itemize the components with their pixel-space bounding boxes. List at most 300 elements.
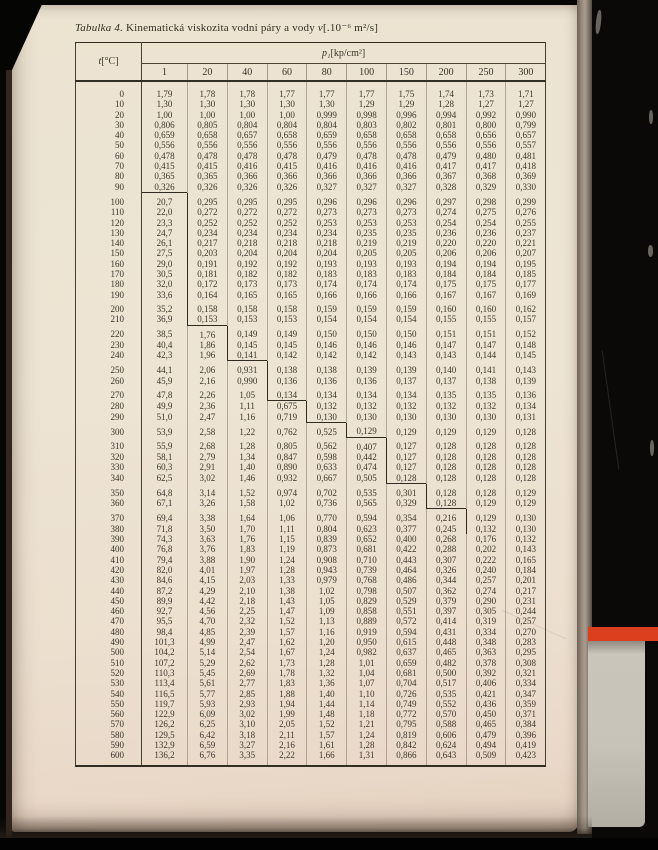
temperature-cell: 370 (76, 509, 142, 524)
viscosity-cell: 0,153 (227, 314, 267, 325)
viscosity-cell: 0,128 (466, 437, 506, 452)
viscosity-cell: 0,231 (506, 596, 546, 606)
viscosity-cell: 0,943 (307, 565, 347, 575)
book-spine-edge (6, 0, 12, 850)
viscosity-cell: 0,801 (426, 120, 466, 130)
viscosity-row (76, 81, 546, 99)
viscosity-row (76, 279, 546, 289)
viscosity-cell: 0,159 (347, 300, 387, 314)
viscosity-cell: 4,85 (188, 627, 228, 637)
viscosity-cell: 0,138 (267, 361, 307, 376)
pressure-col-header: 150 (386, 64, 426, 82)
viscosity-cell: 0,268 (426, 534, 466, 544)
viscosity-cell: 1,32 (307, 668, 347, 678)
viscosity-cell: 0,525 (307, 422, 347, 437)
viscosity-cell: 2,79 (188, 452, 228, 462)
viscosity-cell: 0,132 (386, 401, 426, 412)
viscosity-cell: 1,44 (307, 699, 347, 709)
viscosity-cell: 0,138 (307, 361, 347, 376)
viscosity-cell: 0,128 (426, 437, 466, 452)
viscosity-cell: 1,66 (307, 750, 347, 765)
viscosity-cell: 0,406 (466, 678, 506, 688)
viscosity-cell: 0,192 (267, 259, 307, 269)
viscosity-cell: 0,148 (506, 340, 546, 350)
viscosity-cell: 1,30 (188, 99, 228, 109)
viscosity-cell: 0,344 (426, 575, 466, 585)
temperature-cell: 360 (76, 498, 142, 509)
viscosity-cell: 0,804 (267, 120, 307, 130)
viscosity-cell: 0,193 (307, 259, 347, 269)
viscosity-cell: 0,770 (307, 509, 347, 524)
viscosity-cell: 1,77 (267, 81, 307, 99)
viscosity-cell: 0,174 (307, 279, 347, 289)
viscosity-cell: 0,415 (188, 161, 228, 171)
viscosity-cell: 0,658 (386, 130, 426, 140)
viscosity-cell: 87,2 (142, 586, 188, 596)
viscosity-cell: 0,299 (506, 192, 546, 207)
viscosity-cell: 0,572 (386, 616, 426, 626)
viscosity-cell: 0,253 (347, 218, 387, 228)
viscosity-cell: 82,0 (142, 565, 188, 575)
viscosity-cell: 116,5 (142, 689, 188, 699)
viscosity-cell: 0,348 (466, 637, 506, 647)
viscosity-cell: 0,308 (506, 658, 546, 668)
viscosity-cell: 1,28 (227, 437, 267, 452)
viscosity-cell: 0,384 (506, 719, 546, 729)
viscosity-cell: 0,136 (506, 386, 546, 401)
viscosity-cell: 0,366 (307, 171, 347, 181)
viscosity-cell: 1,74 (426, 81, 466, 99)
viscosity-cell: 33,6 (142, 290, 188, 300)
viscosity-cell: 0,804 (307, 120, 347, 130)
viscosity-cell: 0,366 (386, 171, 426, 181)
viscosity-cell: 0,570 (426, 709, 466, 719)
viscosity-cell: 0,137 (426, 376, 466, 386)
viscosity-cell: 0,478 (227, 151, 267, 161)
viscosity-cell: 44,1 (142, 361, 188, 376)
viscosity-cell: 1,57 (267, 627, 307, 637)
viscosity-cell: 0,305 (466, 606, 506, 616)
viscosity-cell: 0,205 (347, 248, 387, 258)
viscosity-cell: 1,05 (227, 386, 267, 401)
temperature-cell: 60 (76, 151, 142, 161)
viscosity-cell: 0,365 (142, 171, 188, 181)
viscosity-cell: 0,798 (347, 586, 387, 596)
temperature-cell: 420 (76, 565, 142, 575)
viscosity-cell: 0,326 (227, 182, 267, 193)
temperature-cell: 130 (76, 228, 142, 238)
temperature-cell: 520 (76, 668, 142, 678)
viscosity-cell: 1,18 (347, 709, 387, 719)
viscosity-cell: 0,139 (386, 361, 426, 376)
viscosity-cell: 0,216 (426, 509, 466, 524)
viscosity-cell: 5,77 (188, 689, 228, 699)
viscosity-cell: 1,73 (267, 658, 307, 668)
viscosity-cell: 0,136 (347, 376, 387, 386)
photo-top-margin (0, 0, 658, 5)
viscosity-cell: 0,450 (466, 709, 506, 719)
temperature-cell: 450 (76, 596, 142, 606)
temperature-cell: 270 (76, 386, 142, 401)
viscosity-cell: 1,78 (188, 81, 228, 99)
viscosity-cell: 0,366 (347, 171, 387, 181)
viscosity-row (76, 616, 546, 626)
viscosity-cell: 1,76 (227, 534, 267, 544)
viscosity-cell: 1,05 (307, 596, 347, 606)
viscosity-cell: 74,3 (142, 534, 188, 544)
table-caption (75, 21, 555, 34)
viscosity-cell: 0,296 (307, 192, 347, 207)
viscosity-cell: 0,160 (426, 300, 466, 314)
viscosity-cell: 0,327 (347, 182, 387, 193)
viscosity-cell: 0,594 (347, 509, 387, 524)
viscosity-cell: 0,719 (267, 412, 307, 423)
viscosity-row (76, 350, 546, 361)
viscosity-cell: 1,88 (267, 689, 307, 699)
viscosity-cell: 0,192 (227, 259, 267, 269)
viscosity-cell: 89,9 (142, 596, 188, 606)
viscosity-cell: 0,235 (386, 228, 426, 238)
viscosity-cell: 0,166 (307, 290, 347, 300)
viscosity-cell: 0,658 (426, 130, 466, 140)
pressure-col-header: 300 (506, 64, 546, 82)
viscosity-cell: 0,234 (307, 228, 347, 238)
viscosity-cell: 0,415 (267, 161, 307, 171)
viscosity-cell: 0,134 (267, 386, 307, 401)
temperature-cell: 580 (76, 730, 142, 740)
viscosity-cell: 40,4 (142, 340, 188, 350)
viscosity-cell: 0,167 (466, 290, 506, 300)
viscosity-cell: 0,667 (307, 473, 347, 484)
temperature-cell: 400 (76, 544, 142, 554)
viscosity-row (76, 376, 546, 386)
viscosity-cell: 0,194 (426, 259, 466, 269)
viscosity-row (76, 544, 546, 554)
viscosity-cell: 0,354 (386, 509, 426, 524)
viscosity-cell: 0,183 (347, 269, 387, 279)
viscosity-cell: 0,400 (386, 534, 426, 544)
viscosity-cell: 6,09 (188, 709, 228, 719)
viscosity-cell: 0,128 (466, 483, 506, 498)
viscosity-cell: 23,3 (142, 218, 188, 228)
viscosity-cell: 0,202 (466, 544, 506, 554)
viscosity-cell: 0,155 (426, 314, 466, 325)
viscosity-row (76, 689, 546, 699)
viscosity-cell: 2,22 (267, 750, 307, 765)
viscosity-cell: 0,184 (426, 269, 466, 279)
viscosity-cell: 0,643 (426, 750, 466, 765)
temperature-cell: 100 (76, 192, 142, 207)
viscosity-row (76, 647, 546, 657)
viscosity-cell: 0,135 (426, 386, 466, 401)
viscosity-cell: 0,182 (227, 269, 267, 279)
viscosity-cell: 1,70 (227, 524, 267, 534)
viscosity-cell: 0,529 (386, 596, 426, 606)
viscosity-cell: 1,78 (227, 81, 267, 99)
viscosity-cell: 0,392 (466, 668, 506, 678)
viscosity-cell: 0,183 (386, 269, 426, 279)
viscosity-cell: 0,195 (506, 259, 546, 269)
viscosity-cell: 0,129 (466, 509, 506, 524)
viscosity-cell: 6,25 (188, 719, 228, 729)
viscosity-row (76, 565, 546, 575)
viscosity-cell: 0,659 (307, 130, 347, 140)
viscosity-cell: 3,02 (227, 709, 267, 719)
temperature-cell: 340 (76, 473, 142, 484)
viscosity-cell: 0,143 (506, 544, 546, 554)
viscosity-cell: 0,205 (386, 248, 426, 258)
pressure-group-header: p₁[kp/cm²] (142, 43, 546, 64)
viscosity-cell: 0,369 (506, 171, 546, 181)
viscosity-cell: 0,132 (426, 401, 466, 412)
viscosity-cell: 0,659 (142, 130, 188, 140)
viscosity-cell: 0,128 (506, 473, 546, 484)
viscosity-cell: 0,363 (466, 647, 506, 657)
viscosity-row (76, 171, 546, 181)
viscosity-cell: 1,06 (267, 509, 307, 524)
viscosity-cell: 0,535 (347, 483, 387, 498)
viscosity-cell: 0,996 (386, 110, 426, 120)
viscosity-cell: 0,507 (386, 586, 426, 596)
viscosity-cell: 0,184 (466, 269, 506, 279)
viscosity-cell: 0,847 (267, 452, 307, 462)
viscosity-row (76, 290, 546, 300)
viscosity-row (76, 207, 546, 217)
pressure-col-header: 20 (188, 64, 228, 82)
viscosity-cell: 122,9 (142, 709, 188, 719)
viscosity-cell: 0,931 (227, 361, 267, 376)
viscosity-cell: 0,130 (386, 412, 426, 423)
viscosity-cell: 6,76 (188, 750, 228, 765)
viscosity-cell: 0,129 (426, 422, 466, 437)
viscosity-cell: 29,0 (142, 259, 188, 269)
viscosity-cell: 0,295 (188, 192, 228, 207)
viscosity-cell: 0,283 (506, 637, 546, 647)
viscosity-row (76, 412, 546, 423)
viscosity-cell: 0,132 (506, 534, 546, 544)
temperature-cell: 320 (76, 452, 142, 462)
viscosity-cell: 0,182 (267, 269, 307, 279)
pressure-col-header: 40 (227, 64, 267, 82)
viscosity-cell: 0,128 (426, 462, 466, 472)
viscosity-cell: 0,130 (506, 509, 546, 524)
viscosity-cell: 0,137 (386, 376, 426, 386)
temperature-cell: 490 (76, 637, 142, 647)
viscosity-cell: 79,4 (142, 555, 188, 565)
viscosity-cell: 0,128 (466, 452, 506, 462)
viscosity-cell: 0,873 (307, 544, 347, 554)
viscosity-row (76, 586, 546, 596)
viscosity-cell: 0,443 (386, 555, 426, 565)
viscosity-cell: 2,06 (188, 361, 228, 376)
viscosity-cell: 62,5 (142, 473, 188, 484)
viscosity-cell: 1,76 (188, 325, 228, 340)
pressure-values-row (76, 64, 546, 82)
viscosity-cell: 3,88 (188, 555, 228, 565)
viscosity-cell: 0,218 (267, 238, 307, 248)
viscosity-cell: 0,979 (307, 575, 347, 585)
viscosity-cell: 0,172 (188, 279, 228, 289)
viscosity-cell: 0,253 (386, 218, 426, 228)
viscosity-cell: 0,206 (466, 248, 506, 258)
neighbor-book-red-stripe (588, 627, 658, 641)
viscosity-cell: 0,327 (307, 182, 347, 193)
viscosity-cell: 1,00 (227, 110, 267, 120)
viscosity-row (76, 228, 546, 238)
viscosity-row (76, 452, 546, 462)
viscosity-cell: 2,62 (227, 658, 267, 668)
viscosity-cell: 0,146 (347, 340, 387, 350)
temperature-cell: 30 (76, 120, 142, 130)
viscosity-row (76, 218, 546, 228)
viscosity-cell: 0,657 (506, 130, 546, 140)
viscosity-cell: 0,702 (307, 483, 347, 498)
viscosity-cell: 4,56 (188, 606, 228, 616)
temperature-cell: 170 (76, 269, 142, 279)
viscosity-cell: 1,14 (347, 699, 387, 709)
viscosity-cell: 1,38 (267, 586, 307, 596)
viscosity-cell: 0,999 (307, 110, 347, 120)
viscosity-cell: 110,3 (142, 668, 188, 678)
temperature-cell: 510 (76, 658, 142, 668)
viscosity-cell: 0,565 (347, 498, 387, 509)
temperature-cell: 250 (76, 361, 142, 376)
viscosity-cell: 1,24 (347, 730, 387, 740)
viscosity-cell: 0,478 (347, 151, 387, 161)
viscosity-cell: 0,295 (506, 647, 546, 657)
viscosity-cell: 0,659 (386, 658, 426, 668)
viscosity-cell: 0,165 (227, 290, 267, 300)
viscosity-cell: 0,436 (466, 699, 506, 709)
viscosity-cell: 0,992 (466, 110, 506, 120)
viscosity-cell: 3,63 (188, 534, 228, 544)
viscosity-cell: 38,5 (142, 325, 188, 340)
viscosity-cell: 0,417 (466, 161, 506, 171)
viscosity-cell: 0,132 (466, 401, 506, 412)
viscosity-cell: 0,802 (386, 120, 426, 130)
viscosity-row (76, 300, 546, 314)
viscosity-cell: 6,59 (188, 740, 228, 750)
viscosity-cell: 2,11 (267, 730, 307, 740)
pressure-col-header: 1 (142, 64, 188, 82)
viscosity-cell: 0,142 (267, 350, 307, 361)
viscosity-cell: 0,128 (506, 437, 546, 452)
viscosity-cell: 95,5 (142, 616, 188, 626)
viscosity-cell: 5,93 (188, 699, 228, 709)
viscosity-cell: 132,9 (142, 740, 188, 750)
viscosity-row (76, 422, 546, 437)
viscosity-cell: 1,22 (227, 422, 267, 437)
viscosity-cell: 0,149 (267, 325, 307, 340)
viscosity-cell: 1,43 (267, 596, 307, 606)
temperature-cell: 260 (76, 376, 142, 386)
viscosity-cell: 47,8 (142, 386, 188, 401)
viscosity-cell: 0,295 (267, 192, 307, 207)
viscosity-cell: 1,04 (347, 668, 387, 678)
temperature-cell: 300 (76, 422, 142, 437)
viscosity-cell: 0,736 (307, 498, 347, 509)
viscosity-cell: 1,33 (267, 575, 307, 585)
viscosity-cell: 0,422 (386, 544, 426, 554)
viscosity-cell: 1,00 (142, 110, 188, 120)
viscosity-cell: 0,749 (386, 699, 426, 709)
viscosity-cell: 1,58 (227, 498, 267, 509)
temperature-cell: 20 (76, 110, 142, 120)
viscosity-cell: 4,01 (188, 565, 228, 575)
viscosity-cell: 0,890 (267, 462, 307, 472)
viscosity-cell: 0,379 (426, 596, 466, 606)
viscosity-cell: 0,149 (227, 325, 267, 340)
viscosity-table (75, 42, 546, 767)
viscosity-cell: 2,10 (227, 586, 267, 596)
viscosity-row (76, 719, 546, 729)
viscosity-cell: 0,142 (347, 350, 387, 361)
viscosity-cell: 1,61 (307, 740, 347, 750)
viscosity-cell: 1,71 (506, 81, 546, 99)
viscosity-cell: 0,128 (426, 452, 466, 462)
viscosity-cell: 0,367 (426, 171, 466, 181)
viscosity-cell: 0,288 (426, 544, 466, 554)
viscosity-row (76, 99, 546, 109)
viscosity-cell: 55,9 (142, 437, 188, 452)
viscosity-cell: 0,234 (267, 228, 307, 238)
viscosity-cell: 0,710 (347, 555, 387, 565)
viscosity-cell: 0,637 (386, 647, 426, 657)
viscosity-cell: 0,141 (466, 361, 506, 376)
viscosity-cell: 1,94 (267, 699, 307, 709)
viscosity-cell: 0,134 (386, 386, 426, 401)
viscosity-cell: 0,240 (466, 565, 506, 575)
viscosity-cell: 1,97 (227, 565, 267, 575)
viscosity-cell: 0,145 (506, 350, 546, 361)
temperature-cell: 390 (76, 534, 142, 544)
temperature-cell: 280 (76, 401, 142, 412)
viscosity-row (76, 340, 546, 350)
viscosity-cell: 0,681 (347, 544, 387, 554)
viscosity-cell: 0,131 (506, 412, 546, 423)
viscosity-cell: 0,799 (506, 120, 546, 130)
viscosity-cell: 1,52 (307, 719, 347, 729)
viscosity-cell: 0,276 (506, 207, 546, 217)
pressure-col-header: 200 (426, 64, 466, 82)
viscosity-cell: 1,27 (466, 99, 506, 109)
viscosity-row (76, 151, 546, 161)
viscosity-cell: 98,4 (142, 627, 188, 637)
viscosity-cell: 0,478 (188, 151, 228, 161)
viscosity-cell: 2,93 (227, 699, 267, 709)
viscosity-cell: 0,183 (307, 269, 347, 279)
viscosity-cell: 0,175 (426, 279, 466, 289)
viscosity-cell: 1,62 (267, 637, 307, 647)
viscosity-cell: 0,481 (506, 151, 546, 161)
viscosity-cell: 0,328 (426, 182, 466, 193)
viscosity-row (76, 361, 546, 376)
viscosity-cell: 0,253 (307, 218, 347, 228)
background-fleck (648, 245, 653, 257)
viscosity-cell: 0,805 (188, 120, 228, 130)
viscosity-cell: 0,272 (188, 207, 228, 217)
viscosity-cell: 0,129 (386, 422, 426, 437)
viscosity-cell: 0,675 (267, 401, 307, 412)
viscosity-cell: 1,31 (347, 750, 387, 765)
viscosity-cell: 2,03 (227, 575, 267, 585)
viscosity-cell: 0,478 (267, 151, 307, 161)
viscosity-cell: 0,151 (466, 325, 506, 340)
viscosity-cell: 3,14 (188, 483, 228, 498)
viscosity-cell: 0,220 (466, 238, 506, 248)
viscosity-cell: 0,245 (426, 524, 466, 534)
viscosity-cell: 0,218 (227, 238, 267, 248)
